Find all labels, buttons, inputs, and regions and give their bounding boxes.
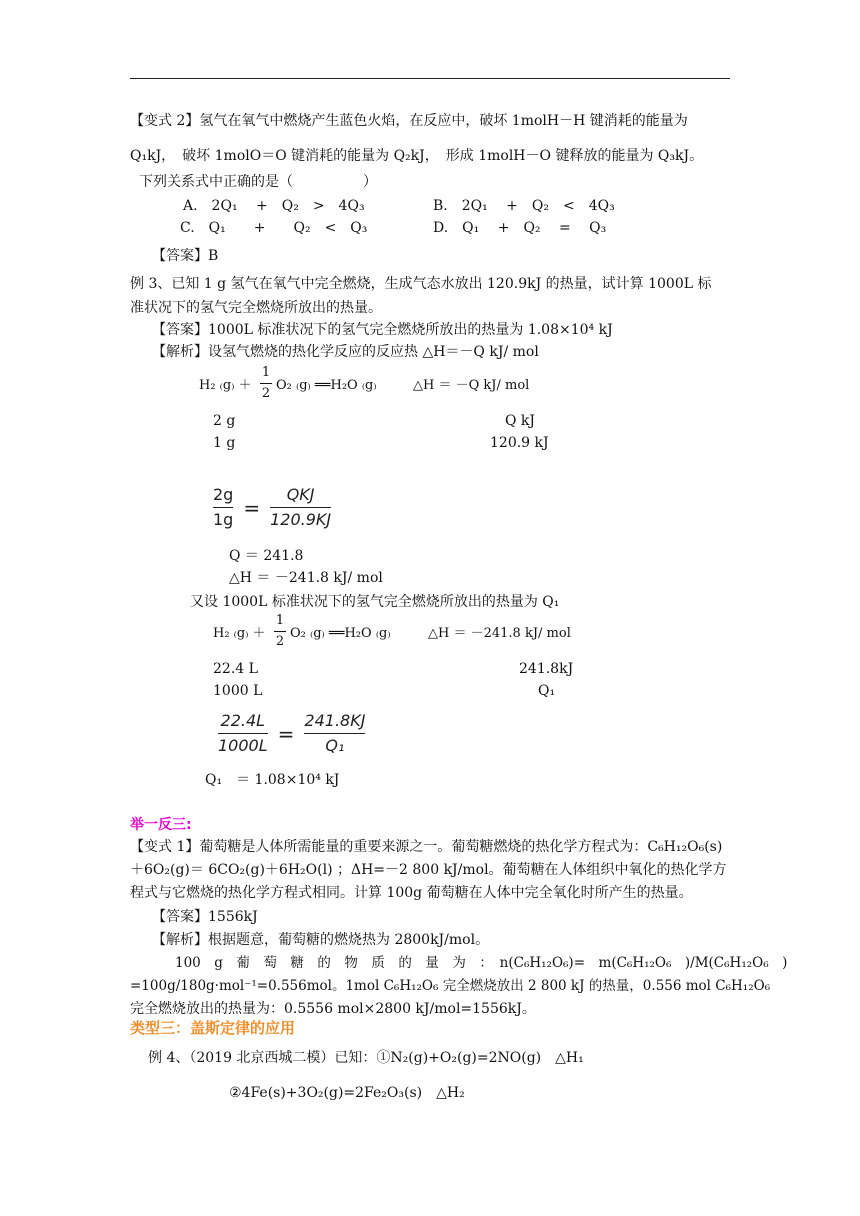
ratio2-d1: 1000L	[218, 736, 268, 755]
ratio1-n1: 2g	[213, 485, 234, 504]
practice-line2: ＋6O₂(g)＝ 6CO₂(g)＋6H₂O(l) ；ΔH=－2 800 kJ/mol。葡萄糖在人体组织中氧化的热化学方	[130, 862, 727, 878]
set-q1: 又设 1000L 标准状况下的氢气完全燃烧所放出的热量为 Q₁	[190, 594, 560, 610]
row-2418: 241.8kJ	[519, 661, 574, 677]
example3-answer: 【答案】1000L 标准状况下的氢气完全燃烧所放出的热量为 1.08×10⁴ kJ	[152, 322, 613, 338]
eq1-half-den: 2	[261, 386, 271, 401]
practice-analysis: 【解析】根据题意，葡萄糖的燃烧热为 2800kJ/mol。	[152, 932, 490, 948]
option-d: D. Q₁ + Q₂ = Q₃	[433, 220, 607, 236]
eq2-dh: △H ＝ －241.8 kJ/ mol	[428, 626, 571, 641]
ratio1-d2: 120.9KJ	[270, 510, 332, 529]
variant2-line1: 【变式 2】氢气在氧气中燃烧产生蓝色火焰，在反应中，破坏 1molH－H 键消耗的能量为	[130, 113, 688, 129]
option-c: C. Q₁ + Q₂ < Q₃	[180, 220, 368, 236]
example4-line1: 例 4、（2019 北京西城二模）已知：①N₂(g)+O₂(g)=2NO(g) △H₁	[148, 1050, 584, 1066]
ratio-equation-1: $\frac{2g}{1g}$ = QKJ 120.9KJ	[213, 485, 332, 529]
practice-answer: 【答案】1556kJ	[152, 909, 258, 925]
row-2g: 2 g	[213, 413, 236, 429]
eq2-half-fraction	[274, 612, 286, 651]
example4-line2: ②4Fe(s)+3O₂(g)=2Fe₂O₃(s) △H₂	[229, 1085, 465, 1101]
practice-line6: 完全燃烧放出的热量为：0.5556 mol×2800 kJ/mol=1556kJ。	[130, 1001, 536, 1017]
q-result: Q ＝ 241.8	[229, 548, 304, 564]
header-rule	[130, 78, 730, 79]
eq2-h2: H₂ ₍g₎ ＋	[213, 626, 266, 641]
practice-heading: 举一反三:	[130, 817, 192, 833]
practice-line5: =100g/180g·mol⁻¹=0.556mol。1mol C₆H₁₂O₆ 完全燃烧放出 2 800 kJ 的热量，0.556 mol C₆H₁₂O₆	[130, 978, 771, 994]
option-a: A. 2Q₁ + Q₂ > 4Q₃	[183, 198, 365, 214]
ratio1-n2: QKJ	[286, 485, 315, 504]
ratio2-n2: 241.8KJ	[304, 711, 366, 730]
practice-line3: 程式与它燃烧的热化学方程式相同。计算 100g 葡萄糖在人体中完全氧化时所产生的热量。	[130, 885, 693, 901]
ratio2-d2: Q₁	[325, 736, 345, 755]
row-1209: 120.9 kJ	[490, 435, 549, 451]
variant2-line2: Q₁kJ， 破坏 1molO＝O 键消耗的能量为 Q₂kJ， 形成 1molH－O 键释放的能量为 Q₃kJ。	[130, 148, 704, 164]
option-b: B. 2Q₁ + Q₂ < 4Q₃	[433, 198, 615, 214]
ratio1-d1: 1g	[213, 510, 234, 529]
example3-line2: 准状况下的氢气完全燃烧所放出的热量。	[130, 300, 382, 316]
eq1-half-num: 1	[261, 365, 271, 380]
variant2-question: 下列关系式中正确的是（ ）	[139, 174, 377, 190]
q1-result: Q₁ ＝ 1.08×10⁴ kJ	[205, 772, 340, 788]
eq1-dh: △H ＝ －Q kJ/ mol	[413, 378, 530, 393]
eq2-half-num: 1	[275, 613, 285, 628]
row-1g: 1 g	[213, 435, 236, 451]
example3-line1: 例 3、已知 1 g 氢气在氧气中完全燃烧，生成气态水放出 120.9kJ 的热量，试计算 1000L 标	[130, 276, 712, 292]
eq1-half-fraction	[260, 364, 272, 403]
eq1-o2-h2o: O₂ ₍g₎ ══H₂O ₍g₎	[276, 378, 377, 393]
example3-analysis: 【解析】设氢气燃烧的热化学反应的反应热 △H＝－Q kJ/ mol	[152, 344, 539, 360]
row-qkj: Q kJ	[505, 413, 536, 429]
eq2-half-den: 2	[275, 634, 285, 649]
variant2-answer: 【答案】B	[152, 248, 219, 264]
practice-line4: 100 g 葡 萄 糖 的 物 质 的 量 为 ： n(C₆H₁₂O₆)= m(C₆H₁₂O₆ )/M(C₆H₁₂O₆ )	[175, 955, 788, 971]
eq1-h2: H₂ ₍g₎ ＋	[199, 378, 252, 393]
eq2-o2-h2o: O₂ ₍g₎ ══H₂O ₍g₎	[290, 626, 391, 641]
row-1000: 1000 L	[213, 683, 263, 699]
type3-heading: 类型三：盖斯定律的应用	[130, 1019, 296, 1037]
dh-result: △H ＝ －241.8 kJ/ mol	[229, 570, 383, 586]
row-224: 22.4 L	[213, 661, 258, 677]
ratio-equation-2: $\frac{22.4L}{1000L}$ = $\frac{241.8KJ}{\text{Q₁}}$	[218, 711, 366, 755]
practice-line1: 【变式 1】葡萄糖是人体所需能量的重要来源之一。葡萄糖燃烧的热化学方程式为：C₆H₁₂O₆(s)	[130, 839, 723, 855]
ratio2-n1: 22.4L	[220, 711, 266, 730]
row-q1: Q₁	[538, 683, 556, 699]
